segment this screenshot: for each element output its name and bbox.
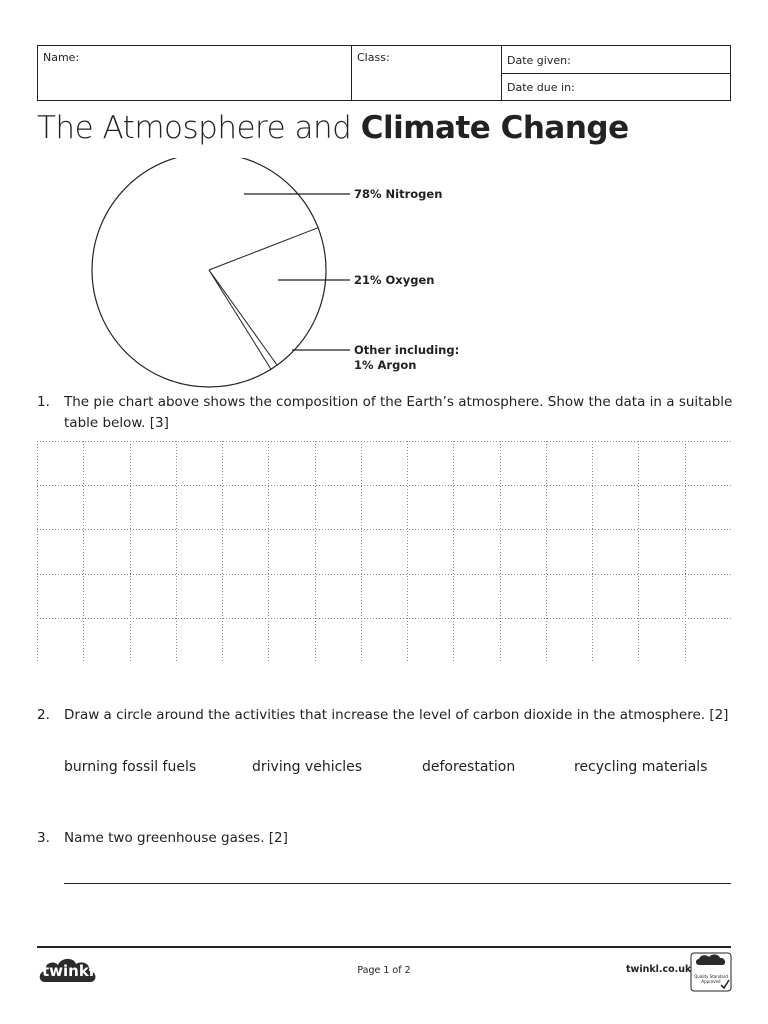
page-title xyxy=(37,110,629,146)
date-due-label: Date due in: xyxy=(507,81,575,94)
pie-slice-label: 78% Nitrogen xyxy=(354,187,443,201)
pie-slice-boundary xyxy=(209,270,271,369)
answer-grid xyxy=(37,441,731,662)
title-light: The Atmosphere and xyxy=(37,110,361,146)
title-bold: Climate Change xyxy=(360,110,629,146)
date-given-label: Date given: xyxy=(507,54,571,67)
header-divider xyxy=(501,73,730,74)
pie-slice-label: 21% Oxygen xyxy=(354,273,435,287)
header-divider xyxy=(351,46,352,100)
pie-slice-label: Other including: xyxy=(354,343,460,357)
activity-option[interactable]: recycling materials xyxy=(574,759,708,775)
logo-text: twinkl xyxy=(42,962,94,980)
quality-badge-icon xyxy=(690,952,732,992)
class-label: Class: xyxy=(357,51,390,64)
pie-slice-label: 1% Argon xyxy=(354,358,417,372)
pie-slice-boundary xyxy=(209,228,318,270)
pie-chart xyxy=(80,158,480,390)
pie-slice-boundary xyxy=(209,270,277,365)
activity-option[interactable]: deforestation xyxy=(422,759,516,775)
answer-line[interactable] xyxy=(64,883,731,884)
pie-outline xyxy=(92,158,326,387)
activity-option[interactable]: driving vehicles xyxy=(252,759,363,775)
site-url[interactable]: twinkl.co.uk xyxy=(626,964,692,975)
badge-caption: Quality Standard Approved xyxy=(694,974,728,984)
question-number: 2. xyxy=(37,707,50,723)
question-text: Draw a circle around the activities that increase the level of carbon dioxide in the atmosphere. [2] xyxy=(64,707,729,723)
question-text: The pie chart above shows the composition of the Earth’s atmosphere. Show the data in a suitable table below. [3] xyxy=(64,394,733,431)
activity-option[interactable]: burning fossil fuels xyxy=(64,759,197,775)
question-number: 1. xyxy=(37,394,50,410)
page-number: Page 1 of 2 xyxy=(357,965,411,976)
question-number: 3. xyxy=(37,830,50,846)
header-table xyxy=(37,45,731,101)
name-label: Name: xyxy=(43,51,80,64)
question-text: Name two greenhouse gases. [2] xyxy=(64,830,288,846)
footer-divider xyxy=(37,946,731,948)
